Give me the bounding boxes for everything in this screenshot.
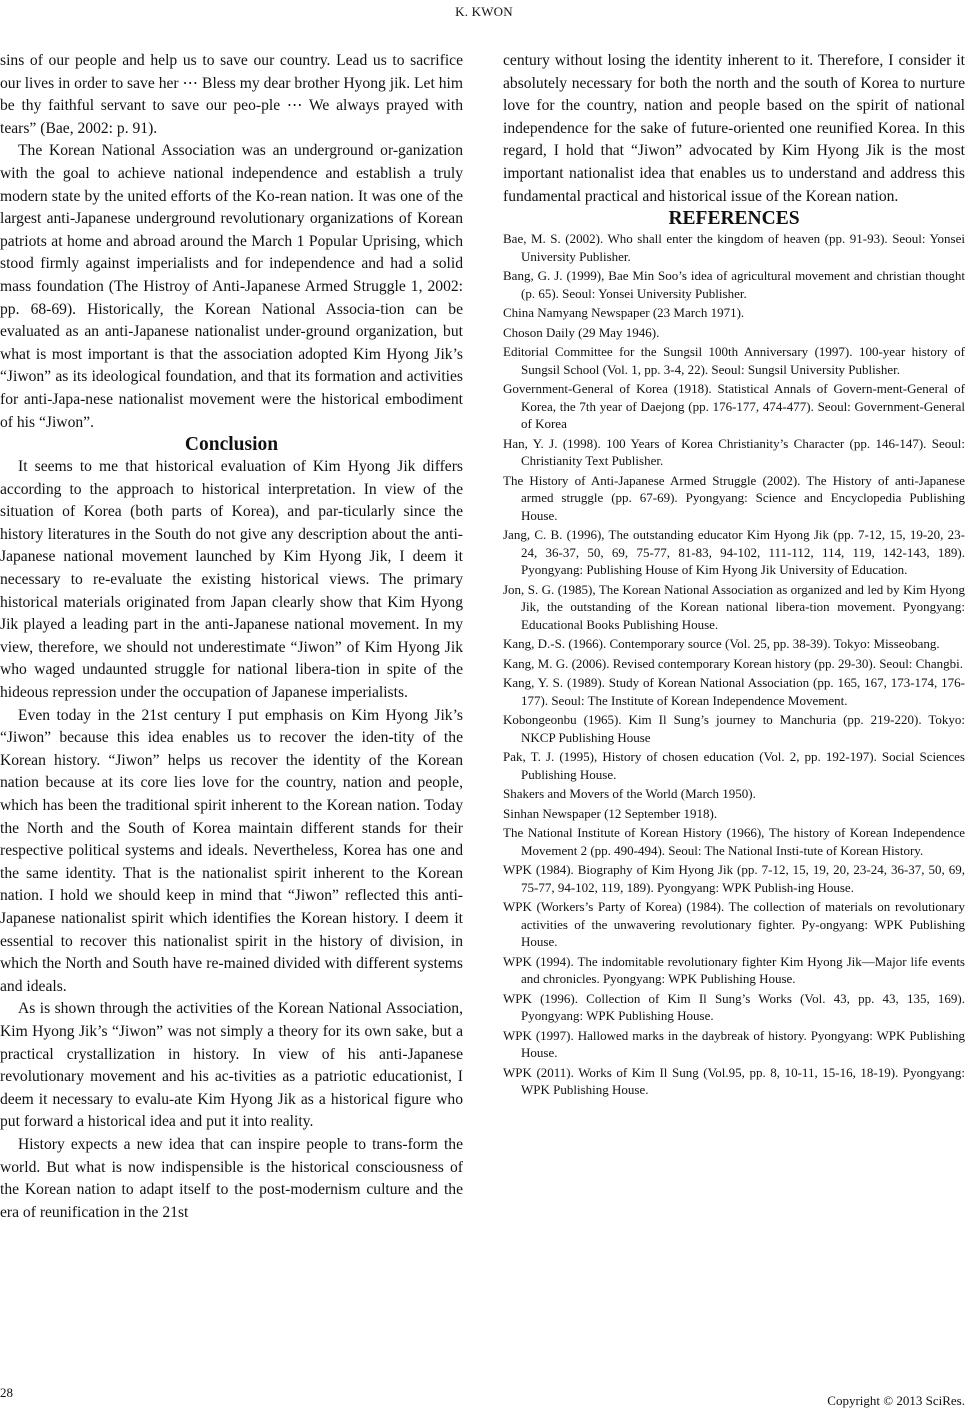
paragraph: The Korean National Association was an underground or-ganization with the goal to achieve national independence and establish a truly modern state by the united efforts of the Ko-rean nation. It was one of the largest anti-Japanese underground revolutionary organizations of Korean patriots at home and abroad around the March 1 Popular Uprising, which stood firmly against imperialists and for independence and had a solid mass foundation (The Histroy of Anti-Japanese Armed Struggle 1, 2002: pp. 68-69). Historically, the Korean National Associa-tion can be evaluated as an anti-Japanese nationalist under-ground organization, but what is most important is that the association adopted Kim Hyong Jik’s “Jiwon” as its ideological foundation, and that its formation and activities for anti-Japa-nese nationalist movement were the historical embodiment of his “Jiwon”.: [0, 142, 463, 431]
reference-entry: Kobongeonbu (1965). Kim Il Sung’s journey to Manchuria (pp. 219-220). Tokyo: NKCP Publishing House: [503, 712, 965, 745]
reference-entry: Kang, M. G. (2006). Revised contemporary Korean history (pp. 29-30). Seoul: Changbi.: [503, 655, 963, 671]
paragraph: It seems to me that historical evaluation of Kim Hyong Jik differs according to the approach to historical interpretation. In view of the situation of Korea (both parts of Korea), and par-ticularly since the history literatures in the South do not give any description about the anti-Japanese national movement launched by Kim Hyong Jik, I deem it necessary to re-evaluate the existing historical views. The primary historical materials originated from Japan clearly show that Kim Hyong Jik played a leading part in the anti-Japanese national movement. In my view, therefore, we should not underestimate “Jiwon” of Kim Hyong Jik who waged undaunted struggle for national libera-tion in spite of the hideous repression under the occupation of Japanese imperialists.: [0, 458, 463, 702]
reference-entry: Shakers and Movers of the World (March 1950).: [503, 786, 756, 802]
left-column: [0, 50, 463, 1224]
reference-entry: Bang, G. J. (1999), Bae Min Soo’s idea of agricultural movement and christian thought (p. 65). Seoul: Yonsei University Publisher.: [503, 268, 965, 301]
reference-entry: Han, Y. J. (1998). 100 Years of Korea Christianity’s Character (pp. 146-147). Seoul: Christianity Text Publisher.: [503, 435, 965, 469]
right-column: [503, 50, 965, 1101]
reference-entry: Editorial Committee for the Sungsil 100th Anniversary (1997). 100-year history of Sungsil School (Vol. 1, pp. 3-4, 22). Seoul: Sungsil University Publisher.: [503, 344, 965, 377]
conclusion-body-text: [0, 456, 463, 1224]
reference-entry: WPK (1994). The indomitable revolutionary fighter Kim Hyong Jik—Major life events and chronicles. Pyongyang: WPK Publishing House.: [503, 953, 965, 987]
reference-entry: Jon, S. G. (1985), The Korean National Association as organized and led by Kim Hyong Jik, the outstanding of the Korean national libera-tion movement. Pyongyang: Educational Books Publishing House.: [503, 581, 965, 632]
paragraph: Even today in the 21st century I put emphasis on Kim Hyong Jik’s “Jiwon” because this idea enables us to recover the iden-tity of the Korean history. “Jiwon” helps us recover the identity of the Korean nation because at its core lies love for the country, nation and people, which has been the traditional spirit inherent to the Korean nation. Today the North and the South of Korea maintain different stands for their respective political systems and ideals. Nevertheless, Korea has one and the same identity. That is the nationalist spirit inherent to the Korean nation. I hold we should keep in mind that “Jiwon” reflected this anti-Japanese nationalist spirit which identifies the Korean history. I deem it essential to recover this nationalist spirit in the history of division, in which the North and South have re-mained divided with different systems and ideals.: [0, 706, 463, 995]
reference-entry: Sinhan Newspaper (12 September 1918).: [503, 805, 718, 821]
reference-entry: Kang, Y. S. (1989). Study of Korean National Association (pp. 165, 167, 173-174, 176-177). Seoul: The Institute of Korean Independence Movement.: [503, 675, 965, 708]
reference-entry: The History of Anti-Japanese Armed Struggle (2002). The History of anti-Japanese armed struggle (pp. 67-69). Pyongyang: Science and Encyclopedia Publishing House.: [503, 472, 965, 523]
reference-entry: WPK (2011). Works of Kim Il Sung (Vol.95, pp. 8, 10-11, 15-16, 18-19). Pyongyang: WPK Publishing House.: [503, 1064, 965, 1098]
copyright-notice: Copyright © 2013 SciRes.: [827, 1393, 965, 1408]
body-text-continued: [503, 50, 965, 208]
reference-entry: The National Institute of Korean History (1966), The history of Korean Independence Movement 2 (pp. 490-494). Seoul: The National Insti-tute of Korean History.: [503, 825, 965, 858]
paragraph: century without losing the identity inherent to it. Therefore, I consider it absolutely necessary for both the north and the south of Korea to nurture love for the country, nation and people based on the spirit of national independence for the sake of future-oriented one reunified Korea. In this regard, I hold that “Jiwon” advocated by Kim Hyong Jik is the most important nationalist idea that enables us to understand and address this fundamental practical and historical issue of the Korean nation.: [503, 52, 965, 205]
references-list: [503, 230, 965, 1099]
reference-entry: WPK (1996). Collection of Kim Il Sung’s Works (Vol. 43, pp. 43, 135, 169). Pyongyang: WPK Publishing House.: [503, 990, 965, 1024]
reference-entry: Government-General of Korea (1918). Statistical Annals of Govern-ment-General of Korea, the 7th year of Daejong (pp. 176-177, 474-477). Seoul: Government-General of Korea: [503, 381, 965, 432]
reference-entry: Kang, D.-S. (1966). Contemporary source (Vol. 25, pp. 38-39). Tokyo: Misseobang.: [503, 636, 940, 652]
reference-entry: Choson Daily (29 May 1946).: [503, 324, 660, 340]
reference-entry: WPK (1984). Biography of Kim Hyong Jik (pp. 7-12, 15, 19, 20, 23-24, 36-37, 50, 69, 75-77, 94-102, 119, 189). Pyongyang: WPK Publish-ing House.: [503, 862, 965, 895]
paragraph: History expects a new idea that can inspire people to trans-form the world. But what is now indispensible is the historical consciousness of the Korean nation to adapt itself to the post-modernism culture and the era of reunification in the 21st: [0, 1135, 463, 1221]
reference-entry: China Namyang Newspaper (23 March 1971).: [503, 305, 745, 321]
paragraph: As is shown through the activities of the Korean National Association, Kim Hyong Jik’s “Jiwon” was not simply a theory for its own sake, but a practical crystallization in history. In view of his anti-Japanese revolutionary movement and his ac-tivities as a patriotic educationist, I deem it necessary to evalu-ate Kim Hyong Jik as a historical figure who put forward a historical idea and put it into reality.: [0, 1000, 463, 1131]
paragraph: sins of our people and help us to save our country. Lead us to sacrifice our lives in order to save her ⋯ Bless my dear brother Hyong jik. Let him be thy faithful servant to save our peo-ple ⋯ We always prayed with tears” (Bae, 2002: p. 91).: [0, 52, 463, 137]
reference-entry: Bae, M. S. (2002). Who shall enter the kingdom of heaven (pp. 91-93). Seoul: Yonsei University Publisher.: [503, 231, 965, 264]
body-text-before-conclusion: [0, 50, 463, 434]
conclusion-heading: Conclusion: [184, 434, 279, 456]
reference-entry: Jang, C. B. (1996), The outstanding educator Kim Hyong Jik (pp. 7-12, 15, 19-20, 23-24, 36-37, 50, 69, 75-77, 81-83, 94-102, 111-112, 114, 119, 142-143, 189). Pyongyang: Publishing House of Kim Hyong Jik University of Education.: [503, 527, 965, 578]
page-number: 28: [0, 1385, 13, 1400]
reference-entry: Pak, T. J. (1995), History of chosen education (Vol. 2, pp. 192-197). Social Sciences Publishing House.: [503, 749, 965, 782]
reference-entry: WPK (Workers’s Party of Korea) (1984). The collection of materials on revolutionary activities of the unwavering revolutionary fighter. Py-ongyang: WPK Publishing House.: [503, 899, 965, 950]
reference-entry: WPK (1997). Hallowed marks in the daybreak of history. Pyongyang: WPK Publishing House.: [503, 1027, 965, 1061]
running-head: K. KWON: [455, 4, 513, 19]
references-heading: REFERENCES: [668, 208, 800, 230]
